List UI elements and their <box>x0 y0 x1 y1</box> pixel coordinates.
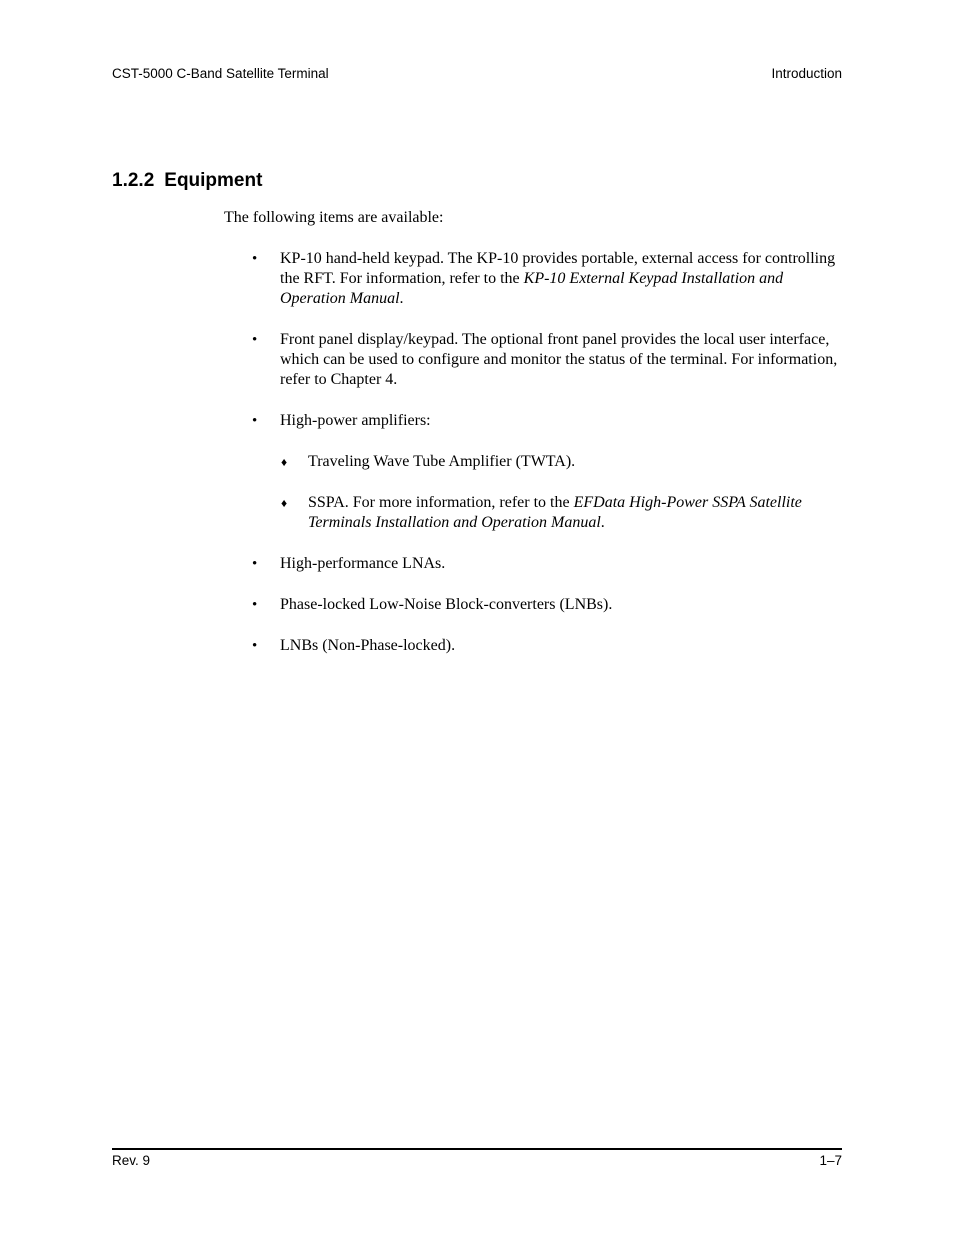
sub-list-item-text: Traveling Wave Tube Amplifier (TWTA). <box>308 453 576 470</box>
bullet-icon: • <box>252 638 258 654</box>
list-item <box>224 411 844 533</box>
list-item-text: KP-10 hand-held keypad. The KP-10 provides portable, external access for controlling the RFT. For information, refer to the <box>280 250 836 287</box>
sub-list-item-tail: . <box>600 514 605 531</box>
amplifier-sublist <box>280 452 844 533</box>
diamond-bullet-icon: ♦ <box>281 496 288 510</box>
page-footer <box>112 1148 842 1168</box>
list-item <box>224 554 844 574</box>
list-item <box>224 330 844 390</box>
list-item-text: LNBs (Non-Phase-locked). <box>280 637 456 654</box>
list-item-text: High-power amplifiers: <box>280 412 431 429</box>
bullet-icon: • <box>252 251 258 267</box>
bullet-icon: • <box>252 597 258 613</box>
diamond-bullet-icon: ♦ <box>281 455 288 469</box>
header-document-title: CST-5000 C-Band Satellite Terminal <box>112 66 329 81</box>
page-header <box>112 66 842 84</box>
section-heading <box>112 169 262 193</box>
manual-reference: KP-10 External Keypad Installation and Operation Manual <box>280 270 784 307</box>
list-item <box>224 636 844 656</box>
section-body <box>224 208 844 677</box>
bullet-icon: • <box>252 332 258 348</box>
manual-reference: EFData High-Power SSPA Satellite Terminals Installation and Operation Manual <box>308 494 802 531</box>
list-item-tail: . <box>399 290 404 307</box>
section-number: 1.2.2 <box>112 170 155 191</box>
list-item <box>224 249 844 309</box>
intro-paragraph: The following items are available: <box>224 209 444 226</box>
list-item-text: Front panel display/keypad. The optional front panel provides the local user interface, which can be used to configure and monitor the status of the terminal. For information, refer to Chapter 4. <box>280 331 838 388</box>
list-item-text: Phase-locked Low-Noise Block-converters (LNBs). <box>280 596 613 613</box>
header-chapter-title: Introduction <box>771 66 842 81</box>
sub-list-item <box>280 452 844 472</box>
section-title: Equipment <box>164 170 263 191</box>
sub-list-item <box>280 493 844 533</box>
bullet-icon: • <box>252 556 258 572</box>
bullet-icon: • <box>252 413 258 429</box>
list-item <box>224 595 844 615</box>
equipment-list <box>224 249 844 656</box>
footer-revision: Rev. 9 <box>112 1153 151 1168</box>
sub-list-item-text: SSPA. For more information, refer to the <box>308 494 574 511</box>
footer-page-number: 1–7 <box>819 1153 842 1168</box>
list-item-text: High-performance LNAs. <box>280 555 446 572</box>
